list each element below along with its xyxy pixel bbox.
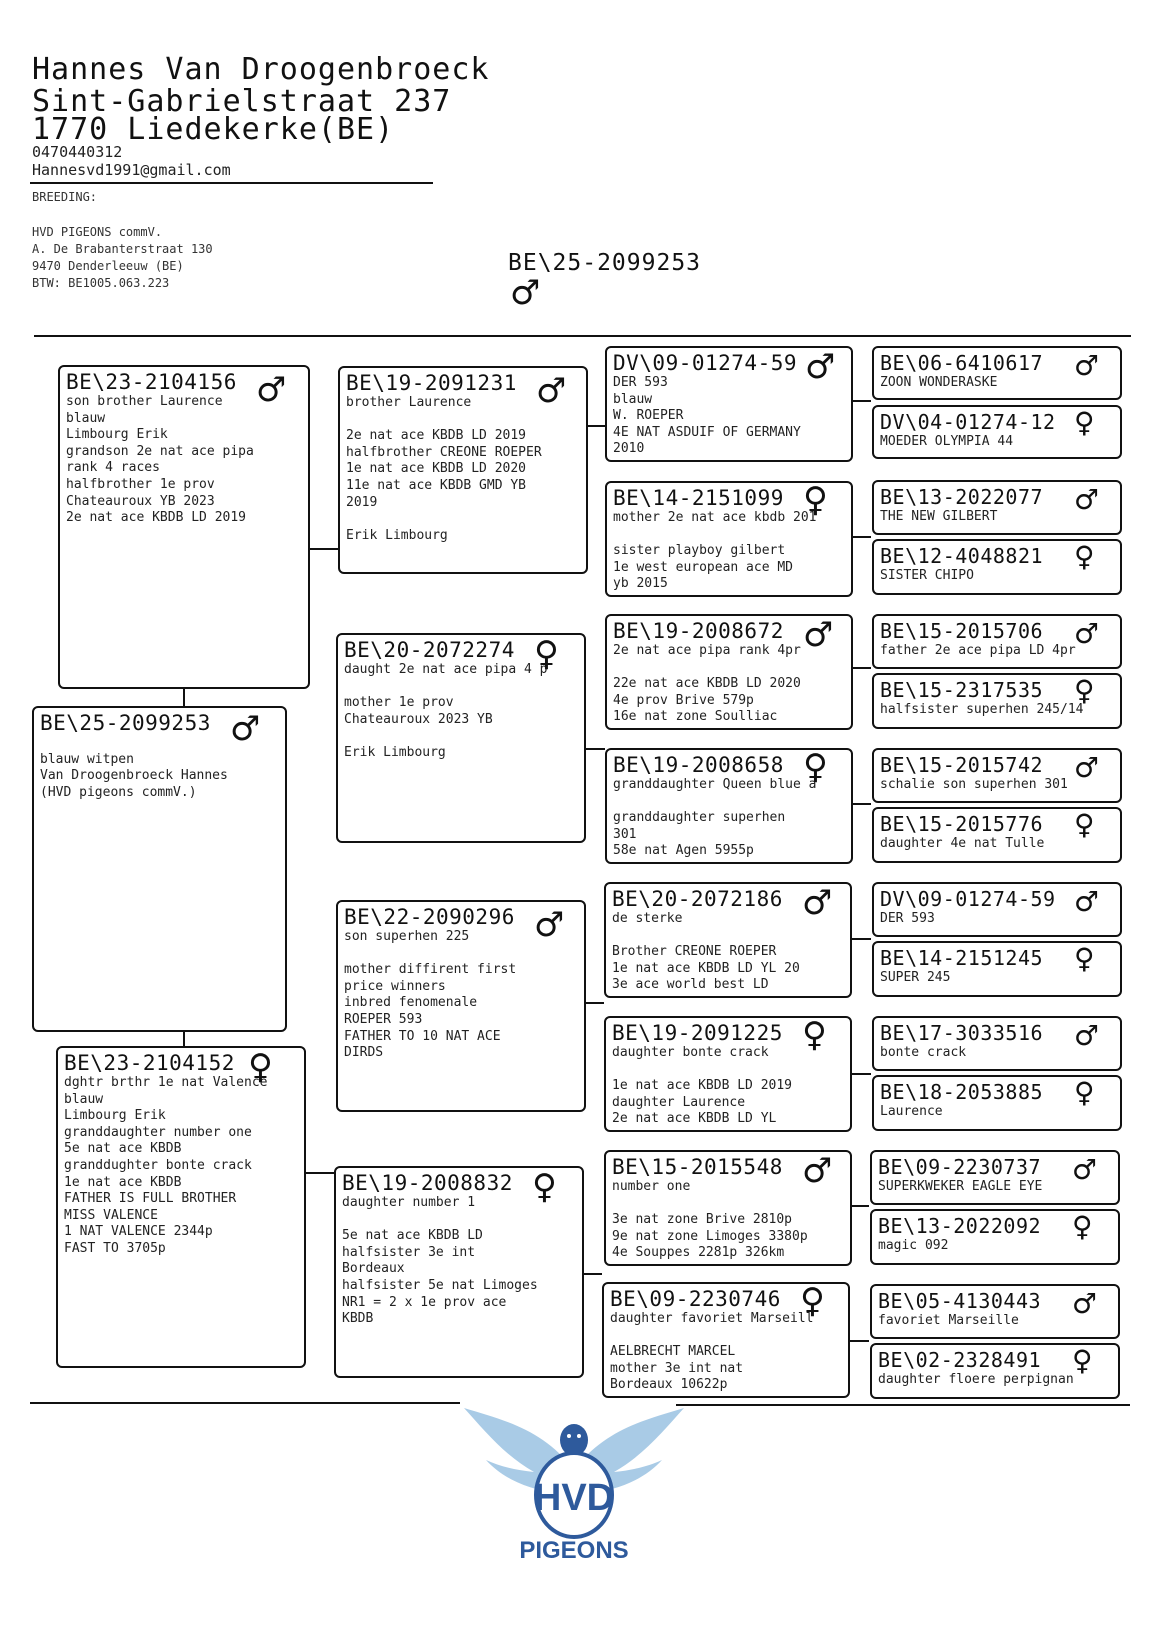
pedigree-card-g4 xyxy=(605,748,853,864)
logo-text: HVD xyxy=(533,1477,615,1519)
female-symbol-icon: ♀ xyxy=(1074,540,1095,573)
pigeon-logo-icon xyxy=(464,1400,684,1570)
female-symbol-icon: ♀ xyxy=(532,1167,557,1207)
top-rule xyxy=(34,335,1131,337)
pedigree-card-gg9 xyxy=(872,882,1122,937)
female-symbol-icon: ♀ xyxy=(803,748,828,787)
male-symbol-icon: ♂ xyxy=(802,1151,833,1191)
pedigree-line: W. ROEPER xyxy=(613,408,684,424)
connector xyxy=(851,667,871,669)
pedigree-card-ff xyxy=(338,366,588,574)
pedigree-line: halfbrother CREONE ROEPER xyxy=(346,444,542,460)
pedigree-line: FATHER TO 10 NAT ACE xyxy=(344,1028,501,1044)
pedigree-line: daughter Laurence xyxy=(612,1094,746,1110)
ring-number: BE\14-2151245 xyxy=(880,946,1044,970)
owner-name: Hannes Van Droogenbroeck xyxy=(32,52,490,87)
female-symbol-icon: ♀ xyxy=(1074,406,1095,439)
pedigree-line: Chateauroux YB 2023 xyxy=(66,493,215,509)
pedigree-line: 1e nat ace KBDB LD 2019 xyxy=(612,1078,793,1094)
ring-number: BE\09-2230737 xyxy=(878,1155,1042,1179)
pedigree-line: Chateauroux 2023 YB xyxy=(344,711,493,727)
ring-number: BE\19-2008832 xyxy=(342,1171,513,1195)
pedigree-line: 2e nat ace KBDB LD YL xyxy=(612,1111,777,1127)
pedigree-line xyxy=(613,527,845,544)
pedigree-line: SUPER 245 xyxy=(880,970,951,985)
ring-number: BE\15-2317535 xyxy=(880,678,1044,702)
female-symbol-icon: ♀ xyxy=(1072,1344,1093,1377)
pedigree-line: daughter number 1 xyxy=(342,1195,476,1210)
pedigree-card-gg12 xyxy=(872,1075,1122,1131)
pedigree-line: mother 2e nat ace kbdb 201 xyxy=(613,510,817,525)
pedigree-line xyxy=(346,412,580,429)
pedigree-line: son brother Laurence xyxy=(66,394,223,409)
ring-number: BE\19-2091225 xyxy=(612,1021,783,1045)
pedigree-line: magic 092 xyxy=(878,1238,949,1253)
connector xyxy=(851,938,871,940)
pedigree-line: DER 593 xyxy=(613,375,668,390)
pedigree-line: 2019 xyxy=(346,494,378,510)
male-symbol-icon: ♂ xyxy=(1074,751,1100,784)
pedigree-line: FATHER IS FULL BROTHER xyxy=(64,1191,237,1207)
pedigree-card-mm xyxy=(334,1166,584,1378)
pedigree-line: mother 1e prov xyxy=(344,695,454,711)
connector xyxy=(582,1273,602,1275)
pedigree-line: rank 4 races xyxy=(66,460,160,476)
pedigree-line: blauw xyxy=(613,391,653,407)
pedigree-line: 4e Souppes 2281p 326km xyxy=(612,1245,785,1261)
pedigree-card-gg3 xyxy=(872,480,1122,535)
pedigree-card-g1 xyxy=(605,346,853,462)
ring-number: BE\15-2015706 xyxy=(880,619,1044,643)
male-symbol-icon: ♂ xyxy=(1074,1019,1100,1052)
breeding-label: BREEDING: xyxy=(32,190,98,204)
pedigree-line: 16e nat zone Soulliac xyxy=(613,709,778,725)
pedigree-card-gg8 xyxy=(872,807,1122,863)
breeding-line: BTW: BE1005.063.223 xyxy=(32,276,170,290)
pedigree-line xyxy=(344,946,578,963)
pedigree-line: Brother CREONE ROEPER xyxy=(612,944,777,960)
pedigree-line: sister playboy gilbert xyxy=(613,543,786,559)
pedigree-line: MISS VALENCE xyxy=(64,1207,158,1223)
pedigree-card-g3 xyxy=(605,614,853,730)
pedigree-line xyxy=(344,728,578,745)
pedigree-line: mother diffirent first xyxy=(344,962,517,978)
pedigree-line: mother 3e int nat xyxy=(610,1360,744,1376)
pedigree-line: 5e nat ace KBDB xyxy=(64,1141,182,1157)
ring-number: BE\13-2022092 xyxy=(878,1214,1042,1238)
pedigree-line: father 2e ace pipa LD 4pr xyxy=(880,643,1076,658)
male-symbol-icon: ♂ xyxy=(802,883,833,923)
pedigree-line xyxy=(612,928,844,945)
pedigree-line: halfsister 5e nat Limoges xyxy=(342,1277,538,1293)
pedigree-line: daught 2e nat ace pipa 4 p xyxy=(344,662,548,677)
connector xyxy=(849,1340,869,1342)
pedigree-card-mother xyxy=(56,1046,306,1368)
pedigree-line: inbred fenomenale xyxy=(344,995,478,1011)
pedigree-line: MOEDER OLYMPIA 44 xyxy=(880,434,1014,449)
pedigree-line: grandson 2e nat ace pipa xyxy=(66,443,254,459)
owner-phone: 0470440312 xyxy=(32,143,123,161)
pedigree-line: DER 593 xyxy=(880,911,935,926)
pedigree-card-fm xyxy=(336,633,586,843)
pedigree-line xyxy=(342,1212,576,1229)
ring-number: BE\23-2104152 xyxy=(64,1051,235,1075)
pedigree-line: 3e nat zone Brive 2810p xyxy=(612,1212,793,1228)
connector xyxy=(183,688,185,706)
pedigree-line: KBDB xyxy=(342,1311,374,1327)
pedigree-line: granddughter bonte crack xyxy=(64,1157,252,1173)
female-symbol-icon: ♀ xyxy=(1072,1210,1093,1243)
connector xyxy=(851,803,871,805)
connector xyxy=(851,400,871,402)
pedigree-line: de sterke xyxy=(612,911,683,926)
pedigree-line: Bordeaux 10622p xyxy=(610,1377,728,1393)
breeding-line: HVD PIGEONS commV. xyxy=(32,225,163,239)
pedigree-line: 11e nat ace KBDB GMD YB xyxy=(346,477,527,493)
owner-email: Hannesvd1991@gmail.com xyxy=(32,161,231,179)
pedigree-line: 1 NAT VALENCE 2344p xyxy=(64,1224,213,1240)
female-symbol-icon: ♀ xyxy=(248,1047,273,1087)
pedigree-card-gg7 xyxy=(872,748,1122,803)
male-symbol-icon: ♂ xyxy=(510,273,541,313)
pedigree-line xyxy=(612,1196,844,1213)
ring-number: BE\15-2015776 xyxy=(880,812,1044,836)
pedigree-line: Van Droogenbroeck Hannes xyxy=(40,768,228,784)
female-symbol-icon: ♀ xyxy=(803,481,828,520)
ring-number: BE\19-2091231 xyxy=(346,371,517,395)
female-symbol-icon: ♀ xyxy=(534,634,559,674)
pedigree-line: 1e nat ace KBDB LD YL 20 xyxy=(612,960,800,976)
owner-city: 1770 Liedekerke(BE) xyxy=(32,112,395,147)
pedigree-card-gg13 xyxy=(870,1150,1120,1205)
male-symbol-icon: ♂ xyxy=(805,347,836,387)
pedigree-line: Laurence xyxy=(880,1104,943,1119)
pedigree-line: 58e nat Agen 5955p xyxy=(613,843,754,859)
pedigree-card-gg15 xyxy=(870,1284,1120,1339)
female-symbol-icon: ♀ xyxy=(1074,674,1095,707)
ring-number: BE\17-3033516 xyxy=(880,1021,1044,1045)
female-symbol-icon: ♀ xyxy=(1074,808,1095,841)
pedigree-card-gg6 xyxy=(872,673,1122,729)
pedigree-line: 4E NAT ASDUIF OF GERMANY xyxy=(613,424,801,440)
breeding-line: 9470 Denderleeuw (BE) xyxy=(32,259,184,273)
pedigree-line: THE NEW GILBERT xyxy=(880,509,998,524)
male-symbol-icon: ♂ xyxy=(1074,349,1100,382)
pedigree-card-main xyxy=(32,706,287,1032)
ring-number: BE\25-2099253 xyxy=(40,711,211,735)
pedigree-line: halfsister superhen 245/14 xyxy=(880,702,1084,717)
pedigree-line: halfbrother 1e prov xyxy=(66,476,215,492)
pedigree-line: ROEPER 593 xyxy=(344,1011,423,1027)
pedigree-line: daughter floere perpignan xyxy=(878,1372,1074,1387)
pedigree-line: (HVD pigeons commV.) xyxy=(40,784,197,800)
pedigree-line: yb 2015 xyxy=(613,576,668,592)
pedigree-line: Limbourg Erik xyxy=(66,427,168,443)
pedigree-line: 1e nat ace KBDB LD 2020 xyxy=(346,461,527,477)
ring-number: BE\19-2008672 xyxy=(613,619,784,643)
connector xyxy=(306,1172,336,1174)
connector xyxy=(183,1030,185,1046)
pedigree-card-gg11 xyxy=(872,1016,1122,1071)
ring-number: BE\15-2015742 xyxy=(880,753,1044,777)
ring-number: BE\23-2104156 xyxy=(66,370,237,394)
pedigree-card-gg5 xyxy=(872,614,1122,669)
pedigree-card-gg1 xyxy=(872,346,1122,400)
pedigree-line: Limbourg Erik xyxy=(64,1108,166,1124)
pedigree-card-g5 xyxy=(604,882,852,998)
male-symbol-icon: ♂ xyxy=(1074,617,1100,650)
pedigree-line: dghtr brthr 1e nat Valence xyxy=(64,1075,268,1090)
connector xyxy=(585,748,605,750)
ring-number: BE\20-2072186 xyxy=(612,887,783,911)
pedigree-line: 301 xyxy=(613,826,637,842)
pedigree-line: granddaughter superhen xyxy=(613,810,786,826)
ring-number: BE\12-4048821 xyxy=(880,544,1044,568)
ring-number: DV\09-01274-59 xyxy=(880,887,1056,911)
pedigree-line: granddaughter number one xyxy=(64,1124,252,1140)
male-symbol-icon: ♂ xyxy=(1074,885,1100,918)
pedigree-line: granddaughter Queen blue a xyxy=(613,777,817,792)
pedigree-line: 9e nat zone Limoges 3380p xyxy=(612,1228,808,1244)
pedigree-line xyxy=(346,511,580,528)
pedigree-card-mf xyxy=(336,900,586,1112)
male-symbol-icon: ♂ xyxy=(230,709,261,749)
male-symbol-icon: ♂ xyxy=(1072,1287,1098,1320)
male-symbol-icon: ♂ xyxy=(1074,483,1100,516)
pedigree-card-gg10 xyxy=(872,941,1122,997)
ring-number: BE\22-2090296 xyxy=(344,905,515,929)
pedigree-line: SISTER CHIPO xyxy=(880,568,974,583)
ring-number: BE\09-2230746 xyxy=(610,1287,781,1311)
pedigree-line: daughter 4e nat Tulle xyxy=(880,836,1045,851)
ring-number: BE\18-2053885 xyxy=(880,1080,1044,1104)
ring-number: BE\06-6410617 xyxy=(880,351,1044,375)
male-symbol-icon: ♂ xyxy=(536,371,567,411)
pedigree-line: 2e nat ace KBDB LD 2019 xyxy=(66,510,247,526)
pedigree-line: Bordeaux xyxy=(342,1261,405,1277)
pedigree-line xyxy=(610,1328,842,1345)
connector xyxy=(585,425,605,427)
pedigree-line: blauw xyxy=(64,1091,104,1107)
ring-number: DV\09-01274-59 xyxy=(613,351,798,375)
ring-number: BE\15-2015548 xyxy=(612,1155,783,1179)
ring-number: DV\04-01274-12 xyxy=(880,410,1056,434)
male-symbol-icon: ♂ xyxy=(534,905,565,945)
connector xyxy=(849,1205,869,1207)
female-symbol-icon: ♀ xyxy=(1074,942,1095,975)
pedigree-line: 4e prov Brive 579p xyxy=(613,692,754,708)
pedigree-line: bonte crack xyxy=(880,1045,967,1060)
pedigree-line: 5e nat ace KBDB LD xyxy=(342,1228,483,1244)
pedigree-card-g7 xyxy=(604,1150,852,1266)
bottom-rule-right xyxy=(676,1404,1130,1406)
owner-street: Sint-Gabrielstraat 237 xyxy=(32,84,452,119)
pedigree-line: halfsister 3e int xyxy=(342,1244,476,1260)
connector xyxy=(584,1002,604,1004)
pedigree-line: SUPERKWEKER EAGLE EYE xyxy=(878,1179,1043,1194)
pedigree-line: brother Laurence xyxy=(346,395,472,410)
pedigree-line: 1e west european ace MD xyxy=(613,559,794,575)
pedigree-line: 22e nat ace KBDB LD 2020 xyxy=(613,676,801,692)
ring-number: BE\02-2328491 xyxy=(878,1348,1042,1372)
pedigree-line: number one xyxy=(612,1179,691,1194)
pedigree-line: 1e nat ace KBDB xyxy=(64,1174,182,1190)
connector xyxy=(851,536,871,538)
breeding-line: A. De Brabanterstraat 130 xyxy=(32,242,213,256)
pedigree-line: favoriet Marseille xyxy=(878,1313,1019,1328)
pedigree-line: daughter favoriet Marseill xyxy=(610,1311,814,1326)
pedigree-line xyxy=(612,1062,844,1079)
pedigree-line: Erik Limbourg xyxy=(344,744,446,760)
pedigree-line: Erik Limbourg xyxy=(346,527,448,543)
pedigree-card-g8 xyxy=(602,1282,850,1398)
hvd-pigeons-logo xyxy=(464,1400,684,1570)
pedigree-line: daughter bonte crack xyxy=(612,1045,769,1060)
pedigree-card-father xyxy=(58,365,310,689)
ring-number: BE\20-2072274 xyxy=(344,638,515,662)
pedigree-card-gg4 xyxy=(872,539,1122,595)
male-symbol-icon: ♂ xyxy=(1072,1153,1098,1186)
pedigree-card-gg14 xyxy=(870,1209,1120,1265)
pedigree-line: NR1 = 2 x 1e prov ace xyxy=(342,1294,507,1310)
pedigree-line: 2010 xyxy=(613,441,645,457)
ring-number: BE\14-2151099 xyxy=(613,486,784,510)
pedigree-line: schalie son superhen 301 xyxy=(880,777,1068,792)
male-symbol-icon: ♂ xyxy=(803,615,834,655)
ring-number: BE\13-2022077 xyxy=(880,485,1044,509)
pedigree-line: 3e ace world best LD xyxy=(612,977,769,993)
pedigree-line: ZOON WONDERASKE xyxy=(880,375,998,390)
pedigree-card-g2 xyxy=(605,481,853,597)
pedigree-line: blauw xyxy=(66,410,106,426)
pedigree-card-gg2 xyxy=(872,405,1122,459)
subject-ring: BE\25-2099253 xyxy=(508,250,702,276)
male-symbol-icon: ♂ xyxy=(256,370,287,410)
female-symbol-icon: ♀ xyxy=(800,1282,825,1321)
pedigree-card-gg16 xyxy=(870,1343,1120,1399)
pedigree-line: 2e nat ace KBDB LD 2019 xyxy=(346,428,527,444)
pedigree-line xyxy=(613,660,845,677)
connector xyxy=(308,548,338,550)
pedigree-card-g6 xyxy=(604,1016,852,1132)
pedigree-line: FAST TO 3705p xyxy=(64,1240,166,1256)
female-symbol-icon: ♀ xyxy=(802,1016,827,1055)
connector xyxy=(851,1073,871,1075)
header-underline xyxy=(30,182,433,184)
logo-subtext: PIGEONS xyxy=(519,1537,629,1564)
pedigree-line: son superhen 225 xyxy=(344,929,470,944)
bottom-rule-left xyxy=(30,1402,460,1404)
ring-number: BE\05-4130443 xyxy=(878,1289,1042,1313)
female-symbol-icon: ♀ xyxy=(1074,1076,1095,1109)
pedigree-line: price winners xyxy=(344,978,446,994)
pedigree-line: DIRDS xyxy=(344,1045,384,1061)
pedigree-line: blauw witpen xyxy=(40,751,134,767)
pedigree-line: 2e nat ace pipa rank 4pr xyxy=(613,643,801,658)
ring-number: BE\19-2008658 xyxy=(613,753,784,777)
pedigree-line xyxy=(613,794,845,811)
pedigree-line xyxy=(344,679,578,696)
pedigree-line: AELBRECHT MARCEL xyxy=(610,1344,736,1360)
